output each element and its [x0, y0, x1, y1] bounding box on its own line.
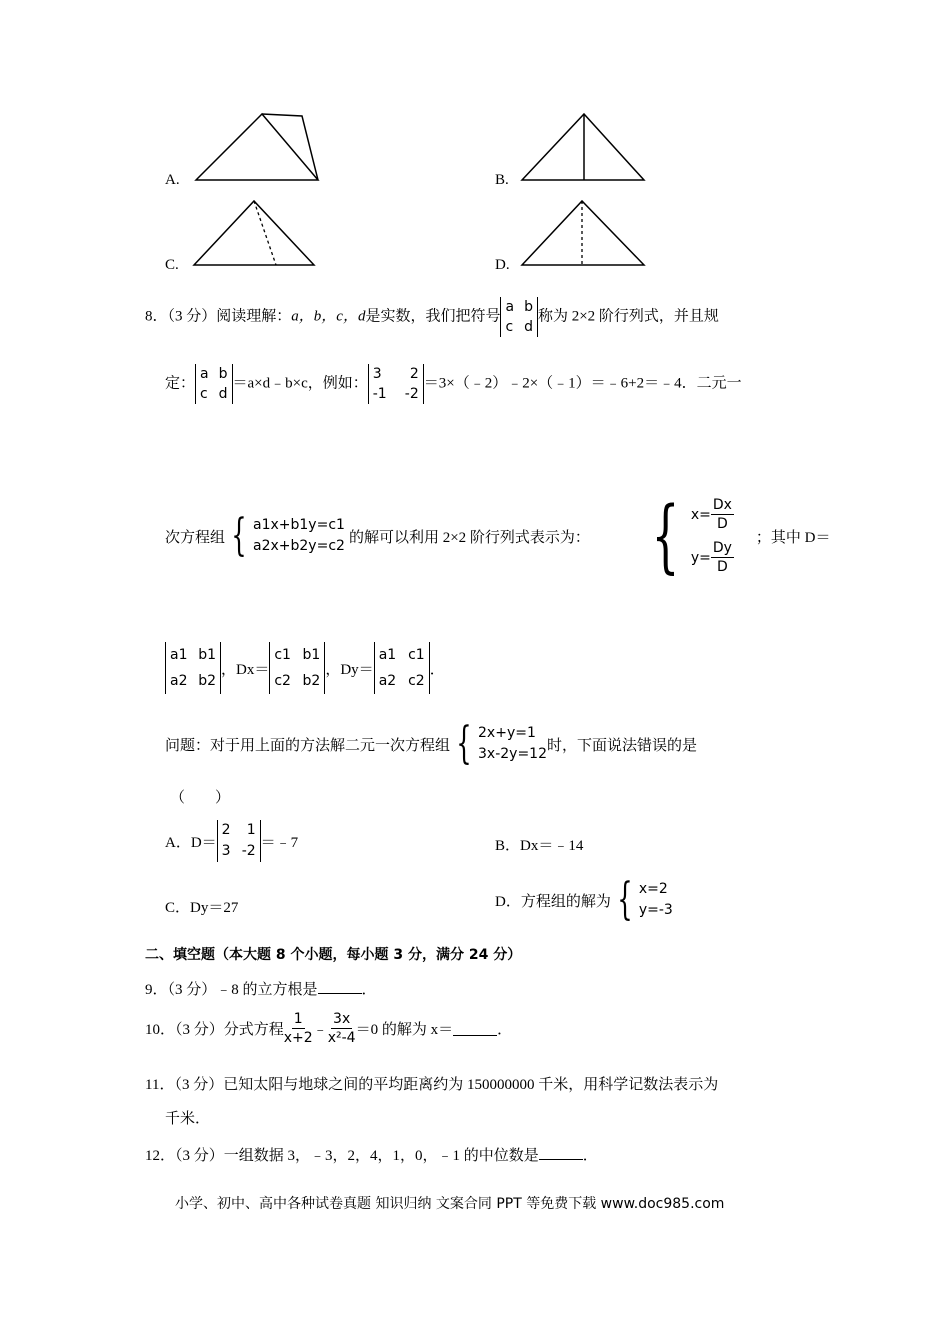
question-11: 11．（3 分）已知太阳与地球之间的平均距离约为 150000000 千米，用科学记数法表示为: [145, 1077, 719, 1093]
dy-label: ，Dy＝: [325, 661, 374, 678]
option-a-value: ＝﹣7: [260, 834, 299, 851]
determinant-symbol: a b c d: [500, 297, 537, 337]
option-d-label: D．方程组的解为: [495, 893, 611, 910]
q8-intro-b: 是实数，我们把符号: [365, 308, 501, 325]
option-label: B.: [495, 172, 509, 188]
q9-text: 9．（3 分）﹣8 的立方根是: [145, 982, 318, 998]
triangle-figure-b: [518, 110, 648, 188]
q10-tail: ＝0 的解为 x＝: [355, 1022, 454, 1038]
triangle-figure-a: [190, 110, 330, 188]
triangle-figure-d: [518, 195, 648, 273]
problem-equation-system: { 2x+y=1 3x-2y=12: [456, 718, 547, 769]
q8-intro-c: 称为 2×2 阶行列式，并且规: [537, 308, 719, 325]
dx-label: ，Dx＝: [221, 661, 270, 678]
end-dot: ．: [582, 1148, 598, 1164]
question-score: （3 分）: [167, 308, 217, 325]
q8-where-d: ；其中 D＝: [755, 529, 831, 546]
question-10: [145, 1010, 512, 1047]
minus-sign: ﹣: [312, 1022, 328, 1038]
option-a-matrix: 2 1 3 -2: [217, 820, 261, 862]
question-11-line2: 千米．: [165, 1111, 211, 1127]
q8-question: [165, 718, 698, 769]
q8-system-label: 次方程组: [165, 529, 226, 546]
q8-def-label: 定：: [165, 375, 196, 392]
q8-line4: [165, 642, 445, 694]
option-a-label: A．D＝: [165, 834, 217, 851]
option-label: D.: [495, 257, 510, 273]
q8-question-tail: 时，下面说法错误的是: [547, 737, 698, 754]
determinant-symbol: a b c d: [195, 364, 232, 404]
option-label: A.: [165, 172, 180, 188]
q8-intro: 阅读理解：: [216, 308, 292, 325]
fraction-1: $\frac{1}{x+2}$: [283, 1011, 313, 1046]
answer-blank: [318, 979, 362, 994]
q8-line2: [165, 364, 742, 404]
q8-option-b: B．Dx＝﹣14: [495, 838, 584, 854]
q8-line3: [165, 489, 831, 582]
question-12: [145, 1144, 598, 1165]
general-equation-system: { a1x+b1y=c1 a2x+b2y=c2: [231, 510, 345, 561]
option-d-system: { x=2 y=-3: [617, 874, 673, 925]
example-determinant: 3 2 -1 -2: [368, 364, 424, 404]
q12-text: 12．（3 分）一组数据 3，﹣3，2，4，1，0，﹣1 的中位数是: [145, 1148, 539, 1164]
question-9: [145, 978, 377, 999]
end-dot: ．: [429, 661, 445, 678]
option-label: C.: [165, 257, 179, 273]
section-title: 二、填空题（本大题 8 个小题，每小题 3 分，满分 24 分）: [145, 947, 522, 963]
dx-matrix: c1 b1 c2 b2: [269, 642, 325, 694]
q8-vars: a，b，c，d: [291, 308, 366, 325]
answer-blank: [453, 1021, 497, 1036]
end-dot: ．: [497, 1022, 513, 1038]
q8-line1: [145, 297, 719, 337]
dy-matrix: a1 c1 a2 c2: [374, 642, 430, 694]
q8-question-text: 问题：对于用上面的方法解二元一次方程组: [165, 737, 451, 754]
q8-option-a: [165, 820, 298, 862]
q8-option-c: C．Dy＝27: [165, 900, 239, 916]
q8-example-result: ＝3×（﹣2）﹣2×（﹣1）＝﹣6+2＝﹣4．二元一: [423, 375, 742, 392]
q8-option-d: [495, 874, 673, 925]
q8-solution-intro: 的解可以利用 2×2 阶行列式表示为：: [348, 529, 590, 546]
d-matrix: a1 b1 a2 b2: [165, 642, 221, 694]
footer-text: 小学、初中、高中各种试卷真题 知识归纳 文案合同 PPT 等免费下载 www.doc985.com: [175, 1196, 725, 1212]
end-dot: ．: [361, 982, 377, 998]
fraction-2: $\frac{3x}{\text{x²-4}}$: [327, 1011, 356, 1046]
solution-formula: { x= $\frac{Dx}{D}$ y= $\frac{Dy}{D}$: [651, 489, 732, 582]
answer-blank: [539, 1145, 583, 1160]
answer-paren: （ ）: [170, 790, 231, 806]
q8-def-formula: ＝a×d﹣b×c，例如：: [232, 375, 368, 392]
q10-text: 10．（3 分）分式方程: [145, 1022, 284, 1038]
triangle-figure-c: [190, 195, 320, 273]
question-number: 8．: [145, 308, 168, 325]
